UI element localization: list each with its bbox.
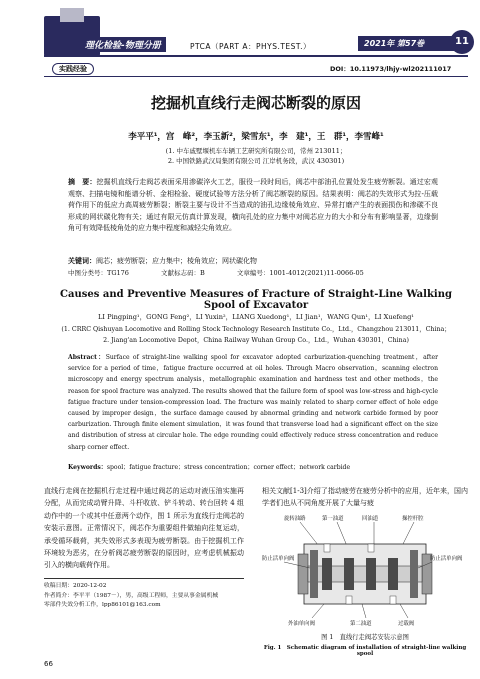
abstract-en-text: Surface of straight-line walking spool for excavator adopted carburization-quenching treatment，after service for a period of time，fatigue fracture occurred at oil holes. Through Macro observation，scanning electron microscopy and energy spectrum analysis，metallographic examination and hardness test and other methods，the reason for spool fracture was analyzed. The results showed that the failure form of spool was low-stress and high-cycle fatigue fracture under tension-compression load. The fracture was mainly related to sharp corner effect of hole edge caused by improper design，the surface damage caused by abnormal grinding and network carbide formed by poor carburization. Through finite element simulation，it was found that transverse load had a significant effect on the size and distribution of stress at circular hole. The edge rounding could effectively reduce stress concentration and reduce sharp corner effect. — [68, 354, 438, 451]
issue-number: 11 — [450, 30, 474, 54]
keywords-en — [68, 462, 438, 471]
abstract-en-label: Abstract： — [68, 354, 106, 361]
footnote-author-2: 零部件失效分析工作，lpp86101@163.com — [44, 602, 161, 608]
clc-number: 中图分类号：TG176 — [68, 269, 129, 277]
column-tag: 实践经验 — [52, 63, 94, 75]
abstract-cn — [68, 176, 438, 235]
header-rule — [44, 55, 468, 57]
footnote-author-1: 作者简介：李平平（1987－），男，高级工程师，主要从事金属机械 — [44, 593, 219, 599]
label-check-valve-left: 防止活单向阀 — [262, 556, 295, 562]
label-second-oil: 第二油道 — [350, 621, 372, 627]
year-volume-band: 2021年 第57卷 — [358, 36, 466, 51]
keywords-cn — [68, 256, 438, 266]
label-check-valve-right: 防止活单向阀 — [430, 556, 463, 562]
figure-1-caption-en: Fig. 1 Schematic diagram of installation of straight-line walking spool — [263, 645, 467, 657]
footnote-rule — [44, 578, 244, 579]
label-relief-valve: 过载阀 — [398, 621, 415, 627]
affiliation-en-2: 2. Jiang'an Locomotive Depot，China Railway Wuhan Group Co.，Ltd.，Wuhan 430301，China) — [103, 337, 409, 344]
abstract-cn-text: 挖掘机直线行走阀芯表面采用渗碳淬火工艺，服役一段时间后，阀芯中部油孔位置处发生疲劳断裂。通过宏观观察、扫描电镜和能谱分析、金相检验、硬度试验等方法分析了阀芯断裂的原因。结果表明：阀芯的失效形式为拉-压载荷作用下的低应力高周疲劳断裂；断裂主要与设计不当造成的油孔边缘棱角效应、异常打磨产生的表面损伤和渗碳不良形成的网状碳化物有关；通过有限元仿真计算发现，横向孔处的应力集中对阀芯应力的大小和分布有影响显著，边缘倒角可有效降低棱角处的应力集中程度和减轻尖角效应。 — [68, 178, 439, 232]
affiliation-cn-1: (1. 中车戚墅堰机车车辆工艺研究所有限公司，常州 213011； — [165, 147, 347, 155]
doi: DOI：10.11973/lhjy-wl202111017 — [330, 65, 452, 73]
meta-cn — [68, 268, 438, 277]
keywords-cn-label: 关键词： — [68, 256, 96, 265]
keywords-cn-text: 阀芯；疲劳断裂；应力集中；棱角效应；网状碳化物 — [96, 257, 257, 265]
doc-code: 文献标志码：B — [161, 269, 205, 277]
body-column-2: 相关文献[1-3]介绍了指动疲劳在疲劳分析中的应用，近年来，国内学者们也从不同角度开展了大量与疲 — [262, 487, 468, 508]
keywords-en-text: spool；fatigue fracture；stress concentration；corner effect；network carbide — [106, 464, 351, 471]
label-swing-oil: 旋转油路 — [284, 516, 306, 522]
figure-1-schematic — [262, 510, 468, 628]
title-cn: 挖掘机直线行走阀芯断裂的原因 — [150, 94, 361, 112]
label-return-oil: 回油道 — [362, 516, 379, 522]
article-number: 文章编号：1001-4012(2021)11-0066-05 — [236, 269, 364, 277]
authors-en: LI Pingping¹，GONG Feng²，LI Yuxin²，LIANG Xuedong¹，LI Jian¹，WANG Qun¹，LI Xuefeng¹ — [98, 313, 414, 321]
abstract-en — [68, 352, 438, 453]
page-number: 66 — [44, 660, 53, 668]
journal-logo-accent — [60, 8, 84, 22]
abstract-cn-label: 摘 要： — [68, 177, 97, 186]
label-first-oil: 第一油道 — [322, 516, 344, 522]
label-spool: 操控杆腔 — [402, 516, 424, 522]
header-rule-thin — [44, 76, 468, 77]
affiliation-en-1: (1. CRRC Qishuyan Locomotive and Rolling Stock Technology Research Institute Co.，Ltd.，Changzhou 213011，China； — [61, 326, 451, 333]
body-column-1: 直线行走阀在挖掘机行走过程中通过阀芯的运动对液压油实施再分配，从而完成动臂升降、斗杆收放、铲斗转动、转台回转 4 组动作中的一个或其中任意两个动作，图 1 所示为直线行走阀芯的安装示意图。正常情况下，阀芯作为重要组件做轴向往复运动，承受循环载荷，其失效形式多表现为疲劳断裂。由于挖掘机工作环境较为恶劣，在分析阀芯疲劳断裂的原因时，应考虑机械振动引入的横向载荷作用。 — [44, 487, 244, 570]
keywords-en-label: Keywords： — [68, 464, 107, 471]
title-en: Causes and Preventive Measures of Fracture of Straight-Line Walking Spool of Excavator — [60, 289, 452, 311]
authors-cn: 李平平¹，宫 峰²，李玉新²，梁雪东¹，李 建¹，王 群¹，李雪峰¹ — [128, 132, 384, 142]
footnote-received: 收稿日期：2020-12-02 — [44, 583, 107, 589]
figure-1-caption-cn: 图 1 直线行走阀芯安装示意图 — [321, 634, 409, 641]
label-outer-check: 外油单向阀 — [288, 621, 315, 627]
journal-name: PTCA（PART A：PHYS.TEST.） — [190, 42, 312, 51]
journal-logo-text: 理化检验-物理分册 — [80, 37, 166, 52]
affiliation-cn-2: 2. 中国铁路武汉局集团有限公司 江岸机务段，武汉 430301) — [167, 157, 345, 165]
